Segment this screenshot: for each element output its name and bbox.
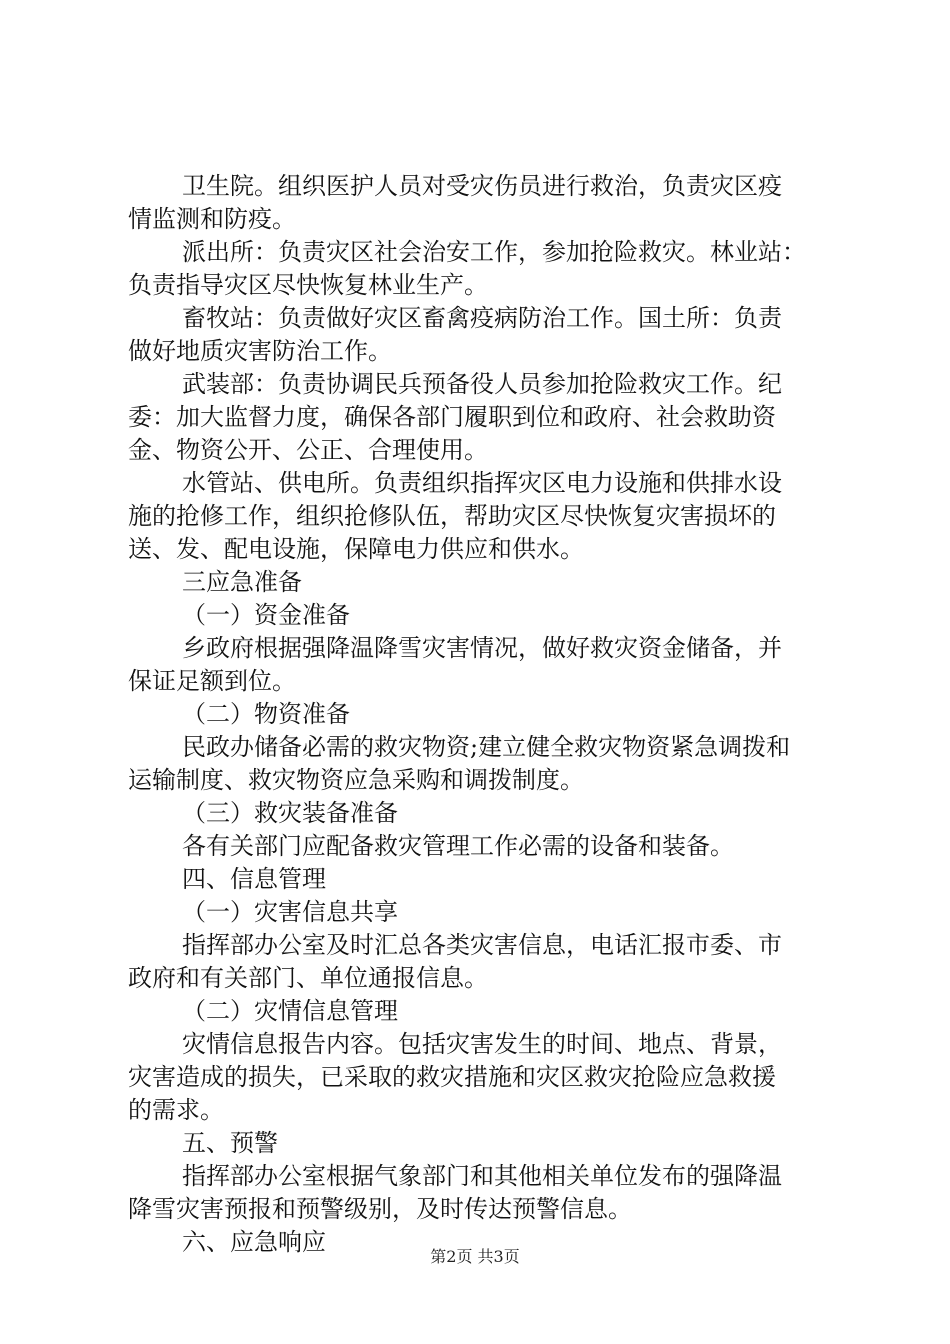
text-line: 灾情信息报告内容。包括灾害发生的时间、地点、背景，: [182, 1030, 782, 1058]
text-line: 负责指导灾区尽快恢复林业生产。: [128, 271, 488, 299]
text-line: 运输制度、救灾物资应急采购和调拨制度。: [128, 766, 584, 794]
text-line: 五、预警: [182, 1129, 278, 1157]
text-line: 情监测和防疫。: [128, 205, 296, 233]
text-line: （一）灾害信息共享: [182, 898, 398, 926]
text-line: 卫生院。组织医护人员对受灾伤员进行救治，负责灾区疫: [182, 172, 782, 200]
text-line: 水管站、供电所。负责组织指挥灾区电力设施和供排水设: [182, 469, 782, 497]
text-line: 四、信息管理: [182, 865, 326, 893]
text-line: 委：加大监督力度，确保各部门履职到位和政府、社会救助资: [128, 403, 776, 431]
text-line: 保证足额到位。: [128, 667, 296, 695]
text-line: 民政办储备必需的救灾物资;建立健全救灾物资紧急调拨和: [182, 733, 791, 761]
text-line: 灾害造成的损失，已采取的救灾措施和灾区救灾抢险应急救援: [128, 1063, 776, 1091]
text-line: 政府和有关部门、单位通报信息。: [128, 964, 488, 992]
text-line: 各有关部门应配备救灾管理工作必需的设备和装备。: [182, 832, 734, 860]
text-line: 派出所：负责灾区社会治安工作，参加抢险救灾。林业站：: [182, 238, 806, 266]
text-line: 六、应急响应: [182, 1228, 326, 1256]
text-line: 的需求。: [128, 1096, 224, 1124]
document-body: [128, 170, 828, 1259]
text-line: （一）资金准备: [182, 601, 350, 629]
text-line: 畜牧站：负责做好灾区畜禽疫病防治工作。国土所：负责: [182, 304, 782, 332]
page-footer: 第2页 共3页: [430, 1247, 520, 1266]
text-line: （二）物资准备: [182, 700, 350, 728]
text-line: 送、发、配电设施，保障电力供应和供水。: [128, 535, 584, 563]
text-line: 指挥部办公室及时汇总各类灾害信息，电话汇报市委、市: [182, 931, 782, 959]
text-line: 武装部：负责协调民兵预备役人员参加抢险救灾工作。纪: [182, 370, 782, 398]
text-line: 乡政府根据强降温降雪灾害情况，做好救灾资金储备，并: [182, 634, 782, 662]
text-line: 金、物资公开、公正、合理使用。: [128, 436, 488, 464]
text-line: （三）救灾装备准备: [182, 799, 398, 827]
text-line: 做好地质灾害防治工作。: [128, 337, 392, 365]
text-line: 指挥部办公室根据气象部门和其他相关单位发布的强降温: [182, 1162, 782, 1190]
text-line: 施的抢修工作，组织抢修队伍，帮助灾区尽快恢复灾害损坏的: [128, 502, 776, 530]
text-line: 三应急准备: [182, 568, 302, 596]
text-line: 降雪灾害预报和预警级别，及时传达预警信息。: [128, 1195, 632, 1223]
text-line: （二）灾情信息管理: [182, 997, 398, 1025]
